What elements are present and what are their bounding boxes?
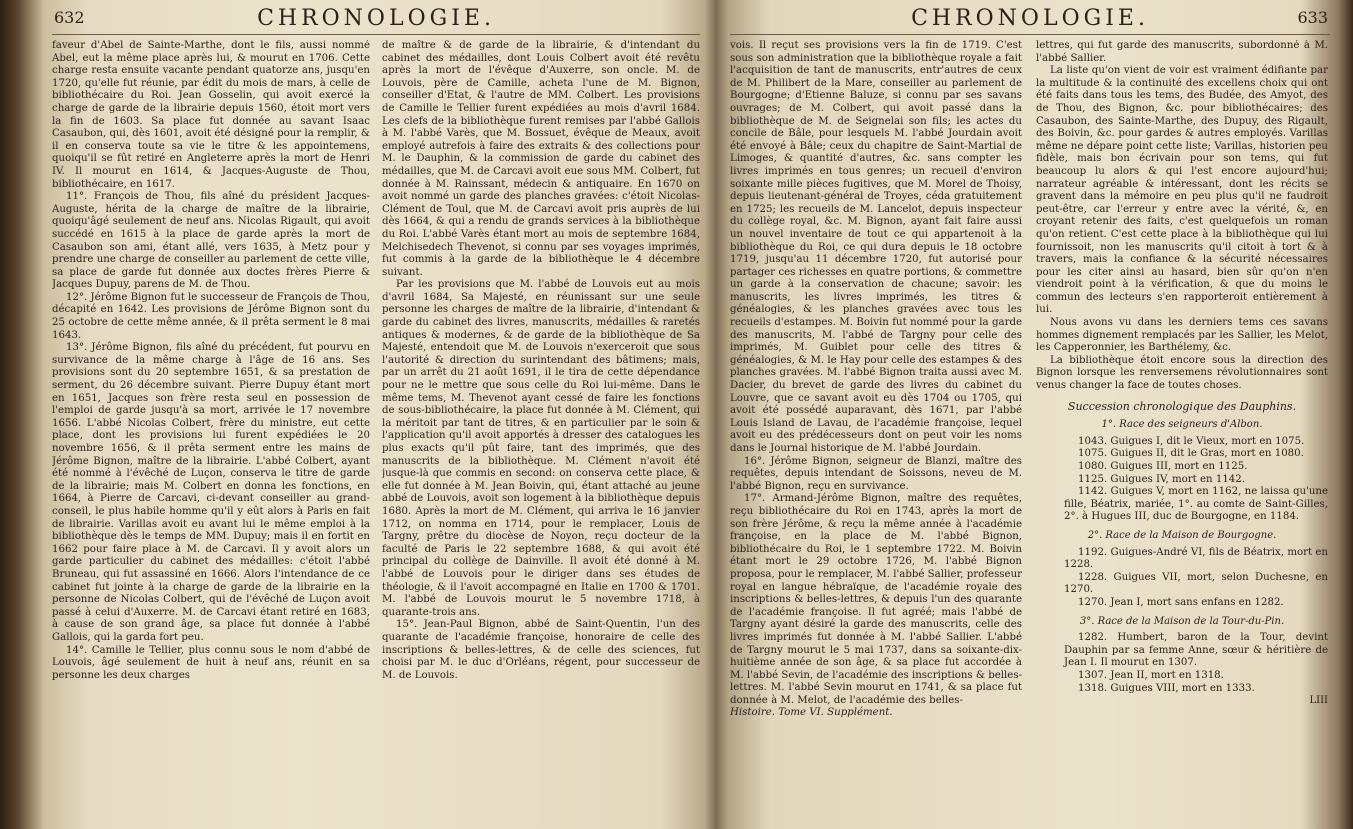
list-item: 1282. Humbert, baron de la Tour, devint Dauphin par sa femme Anne, sœur & héritière de Jean I. Il mourut en 1307. xyxy=(1064,632,1328,669)
right-running-title: CHRONOLOGIE. xyxy=(911,6,1149,31)
list-item: 1043. Guigues I, dit le Vieux, mort en 1075. xyxy=(1078,435,1305,447)
paragraph: de maître & de garde de la librairie, & d'intendant du cabinet des médailles, dont Louis Colbert avoit été revêtu après la mort de l'évêque d'Auxerre, son oncle. M. de Louvois, père de Camille, acheta l'une de M. Bignon, conseiller d'Etat, & l'autre de MM. Colbert. Les provisions de Camille le Tellier furent expédiées au mois d'avril 1684. Les clefs de la bibliothèque furent remises par l'abbé Gallois à M. l'abbé Varès, que M. Bossuet, évêque de Meaux, avoit employé autrefois à faire des extraits & des collections pour M. le Dauphin, & la commission de garde du cabinet des médailles, que M. de Carcavi avoit eue sous MM. Colbert, fut donnée à M. Rainssant, médecin & antiquaire. En 1670 on avoit nommé un garde des planches gravées: c'étoit Nicolas-Clément de Toul, que M. de Carcavi avoit pris auprès de lui dès 1664, & qui a rendu de grands services à la bibliothèque du Roi. L'abbé Varès étant mort au mois de septembre 1684, Melchisedech Thevenot, si connu par ses voyages imprimés, fut commis à la garde de la bibliothèque le 4 décembre suivant. xyxy=(382,40,700,278)
list-item: 1307. Jean II, mort en 1318. xyxy=(1078,669,1224,681)
list-item: 1142. Guigues V, mort en 1162, ne laissa qu'une fille, Béatrix, mariée, 1°. au comte de Saint-Gilles, 2°. à Hugues III, duc de Bourgogne, en 1184. xyxy=(1064,486,1328,523)
left-page-number: 632 xyxy=(54,8,85,27)
paragraph: La liste qu'on vient de voir est vraiment édifiante par la multitude & la continuité des excellens choix qui ont été faits dans tous les tems, des Budée, des Amyot, des de Thou, des Bignon, &c. pour bibliothécaires; des Casaubon, des Sainte-Marthe, des Dupuy, des Rigault, des Boivin, &c. pour gardes & autres employés. Varillas même ne dépare point cette liste; Varillas, historien peu fidèle, mais bon écrivain pour son tems, qui fut beaucoup lu alors & qui l'est encore aujourd'hui; narrateur agréable & intéressant, dont les récits se gravent dans la mémoire en peu plus qu'il ne faudroit peut-être, car l'erreur y entre avec la vérité, &, en croyant retenir des faits, c'est quelquefois un roman qu'on retient. C'est cette place à la bibliothèque qui lui fournissoit, non les manuscrits qu'il citoit à tort & à travers, mais la confiance & la sécurité nécessaires pour les citer ainsi au hasard, bien sûr qu'on n'en viendroit point à la vérification, & que du moins le commun des lecteurs s'en rapporteroit entièrement à lui. xyxy=(1036,65,1328,316)
paragraph: 17°. Armand-Jérôme Bignon, maître des requêtes, reçu bibliothécaire du Roi en 1743, après la mort de son frère Jérôme, & reçu la même année à l'académie françoise, en la place de M. l'abbé Bignon, bibliothécaire du Roi, le 1 septembre 1722. M. Boivin étant mort le 29 octobre 1726, M. l'abbé Bignon proposa, pour le remplacer, M. l'abbé Sallier, professeur royal en langue hébraïque, de l'académie royale des inscriptions & belles-lettres, & depuis l'un des quarante de l'académie françoise. Il fut agréé; mais l'abbé de Targny ayant désiré la garde des manuscrits, celle des livres imprimés fut donnée à M. l'abbé Sallier. L'abbé de Targny mourut le 5 mai 1737, dans sa soixante-dix-huitième année de son âge, & sa place fut accordée à M. l'abbé Sevin, de l'académie des inscriptions & belles-lettres. M. l'abbé Sevin mourut en 1741, & sa place fut donnée à M. Melot, de l'académie des belles- xyxy=(730,493,1022,706)
volume-footer: Histoire. Tome VI. Supplément. xyxy=(730,707,893,719)
paragraph: 12°. Jérôme Bignon fut le successeur de François de Thou, décapité en 1642. Les provisions de Jérôme Bignon sont du 25 octobre de cette même année, & il prêta serment le 8 mai 1643. xyxy=(52,291,370,341)
list-item: 1270. Jean I, mort sans enfans en 1282. xyxy=(1078,596,1284,608)
section-title: 1°. Race des seigneurs d'Albon. xyxy=(1101,419,1263,431)
right-page-number: 633 xyxy=(1297,8,1328,27)
paragraph: faveur d'Abel de Sainte-Marthe, dont le fils, aussi nommé Abel, eut la même place après lui, & mourut en 1706. Cette charge resta ensuite vacante pendant quatorze ans, jusqu'en 1720, qu'elle fut réunie, par édit du mois de mars, à celle de bibliothécaire du Roi. Jean Gosselin, qui avoit exercé la charge de garde de la librairie depuis 1560, étoit mort vers la fin de 1603. Sa place fut donnée au savant Isaac Casaubon, qui, dès 1601, avoit été désigné pour la remplir, & il en conserva toute sa vie le titre & les appointemens, quoiqu'il se fût retiré en Angleterre après la mort de Henri IV. Il mourut en 1614, & Jacques-Auguste de Thou, bibliothécaire, en 1617. xyxy=(52,40,370,190)
list-item: 1192. Guigues-André VI, fils de Béatrix, mort en 1228. xyxy=(1064,546,1328,571)
list-item: 1125. Guigues IV, mort en 1142. xyxy=(1078,473,1246,485)
paragraph: 15°. Jean-Paul Bignon, abbé de Saint-Quentin, l'un des quarante de l'académie françoise, honoraire de celle des inscriptions & belles-lettres, & de celle des sciences, fut choisi par M. le duc d'Orléans, régent, pour successeur de M. de Louvois. xyxy=(382,619,700,681)
paragraph: Nous avons vu dans les derniers tems ces savans hommes dignement remplacés par les Sallier, les Melot, les Capperonnier, les Barthélemy, &c. xyxy=(1036,317,1328,354)
paragraph: 13°. Jérôme Bignon, fils aîné du précédent, fut pourvu en survivance de la même charge à l'âge de 16 ans. Ses provisions sont du 20 septembre 1651, & sa prestation de serment, du 26 décembre suivant. Pierre Dupuy étant mort en 1651, Jacques son frère resta seul en possession de l'emploi de garde jusqu'à sa mort, arrivée le 17 novembre 1656. L'abbé Nicolas Colbert, frère du ministre, eut cette place, dont les provisions lui furent expédiées le 20 novembre 1656, & il prêta serment entre les mains de Jérôme Bignon, maître de la librairie. L'abbé Colbert, ayant été nommé à l'évêché de Luçon, conserva le titre de garde de la librairie; mais M. Colbert en donna les fonctions, en 1664, à Pierre de Carcavi, ci-devant conseiller au grand-conseil, le plus habile homme qu'il y eût alors à Paris en fait de librairie. Varillas avoit eu avant lui le même emploi à la bibliothèque dès le temps de MM. Dupuy; mais il en fortit en 1662 pour faire place à M. de Carcavi. Il y avoit alors un garde particulier du cabinet des médailles: c'étoit l'abbé Bruneau, qui fut assassiné en 1666. Alors l'intendance de ce cabinet fut jointe à la charge de garde de la librairie en la personne de Nicolas Colbert, qui de l'évêché de Luçon avoit passé à celui d'Auxerre. M. de Carcavi étant retiré en 1683, à cause de son grand âge, sa place fut donnée à l'abbé Gallois, qui la garda fort peu. xyxy=(52,342,370,643)
paragraph: lettres, qui fut garde des manuscrits, subordonné à M. l'abbé Sallier. xyxy=(1036,40,1328,64)
section-title: 3°. Race de la Maison de la Tour-du-Pin. xyxy=(1079,615,1285,627)
list-item: 1080. Guigues III, mort en 1125. xyxy=(1078,461,1248,472)
list-item: 1318. Guigues VIII, mort en 1333. xyxy=(1078,682,1255,694)
list-item: 1228. Guigues VII, mort, selon Duchesne, en 1270. xyxy=(1064,571,1328,596)
paragraph: 16°. Jérôme Bignon, seigneur de Blanzi, maître des requêtes, depuis intendant de Soissons, neveu de M. l'abbé Bignon, reçu en survivance. xyxy=(730,455,1022,492)
left-column-2 xyxy=(382,40,700,829)
left-page xyxy=(52,0,700,829)
signature-mark: LIII xyxy=(1309,695,1328,707)
left-running-head xyxy=(52,6,700,35)
paragraph: 14°. Camille le Tellier, plus connu sous le nom d'abbé de Louvois, âgé seulement de huit à neuf ans, réunit en sa personne les deux charges xyxy=(52,644,370,681)
paragraph: La bibliothèque étoit encore sous la direction des Bignon lorsque les renversemens révolutionnaires sont venus changer la face de toutes choses. xyxy=(1036,354,1328,392)
left-column-1 xyxy=(52,40,370,829)
paragraph: vois. Il reçut ses provisions vers la fin de 1719. C'est sous son administration que la bibliothèque royale a fait l'acquisition de tant de manuscrits, entr'autres de ceux de M. Philibert de la Mare, conseiller au parlement de Bourgogne; d'Etienne Baluze, si connu par ses savans ouvrages; de M. Colbert, qui avoit passé dans la bibliothèque de M. de Seignelai son fils; les actes du concile de Bâle, pour lesquels M. l'abbé Jourdain avoit été envoyé à Bâle; ceux du chapitre de Saint-Martial de Limoges, & quantité d'autres, &c. sans compter les livres imprimés en tous genres; un recueil d'environ soixante mille pièces fugitives, que M. Morel de Thoisy, depuis lieutenant-général de Troyes, céda gratuitement en 1725; les recueils de M. Lancelot, depuis inspecteur du collège royal, &c. M. Bignon, ayant fait faire aussi un nouvel inventaire de tout ce qui appartenoit à la bibliothèque du Roi, ce qui dura depuis le 18 octobre 1719, jusqu'au 11 décembre 1720, fut autorisé pour partager ces richesses en quatre portions, & commettre un garde à la conservation de chacune; savoir: les manuscrits, les livres imprimés, les titres & généalogies, & les planches gravées avec tous les recueils d'estampes. M. Boivin fut nommé pour la garde des manuscrits, M. l'abbé de Targny pour celle des imprimés, M. Guiblet pour celle des titres & généalogies, & M. le Hay pour celle des estampes & des planches gravées. M. l'abbé Bignon traita aussi avec M. Dacier, du brevet de garde des livres du cabinet du Louvre, que ce savant avoit eu dès 1704 ou 1705, qui avoit été possédé auparavant, dès 1671, par l'abbé Louis Island de Lavau, de l'académie françoise, lequel avoit eu des prédécesseurs dont on peut voir les noms dans le Journal historique de M. l'abbé Jourdain. xyxy=(730,40,1022,454)
section-title: 2°. Race de la Maison de Bourgogne. xyxy=(1087,529,1277,541)
right-running-head xyxy=(730,6,1330,35)
right-page xyxy=(730,0,1330,829)
paragraph: Par les provisions que M. l'abbé de Louvois eut au mois d'avril 1684, Sa Majesté, en réunissant sur une seule personne les charges de maître de la librairie, d'intendant & garde du cabinet des livres, manuscrits, médailles & raretés antiques & modernes, & de garde de la bibliothèque de Sa Majesté, entendoit que M. de Louvois n'exerceroit que sous l'autorité & direction du surintendant des bâtimens; mais, par un arrêt du 21 août 1691, il le tira de cette dépendance pour ne le mettre que sous celle du Roi lui-même. Dans le même tems, M. Thevenot ayant cessé de faire les fonctions de sous-bibliothécaire, la place fut donnée à M. Clément, qui la méritoit par tant de titres, & en particulier par le soin & l'application qu'il avoit apportés à dresser des catalogues les plus exacts qu'il pût faire, tant des imprimés, que des manuscrits de la bibliothèque. M. Clément n'avoit été jusque-là que commis en second: on conserva cette place, & elle fut donnée à M. Jean Boivin, qui, étant attaché au jeune abbé de Louvois, avoit son logement à la bibliothèque depuis 1680. Après la mort de M. Clément, qui arriva le 16 janvier 1712, on nomma en 1714, pour le remplacer, Louis de Targny, prêtre du diocèse de Noyon, reçu docteur de la faculté de Paris le 22 septembre 1688, & qui avoit été principal du collège de Dainville. Il avoit été donné à M. l'abbé de Louvois pour le diriger dans ses études de théologie, & il l'avoit accompagné en Italie en 1700 & 1701. M. l'abbé de Louvois mourut le 5 novembre 1718, à quarante-trois ans. xyxy=(382,279,700,618)
list-item: 1075. Guigues II, dit le Gras, mort en 1080. xyxy=(1078,448,1304,460)
right-column-1 xyxy=(730,40,1022,829)
left-running-title: CHRONOLOGIE. xyxy=(257,6,495,31)
paragraph: 11°. François de Thou, fils aîné du président Jacques-Auguste, hérita de la charge de maître de la librairie, quoiqu'âgé seulement de neuf ans. Nicolas Rigault, qui avoit succédé en 1615 à la place de garde après la mort de Casaubon son ami, étant allé, vers 1635, à Metz pour y prendre une charge de conseiller au parlement de cette ville, sa place de garde fut donnée aux doctes frères Pierre & Jacques Dupuy, parens de M. de Thou. xyxy=(52,191,370,291)
right-column-2 xyxy=(1036,40,1328,829)
succession-title: Succession chronologique des Dauphins. xyxy=(1067,399,1297,413)
